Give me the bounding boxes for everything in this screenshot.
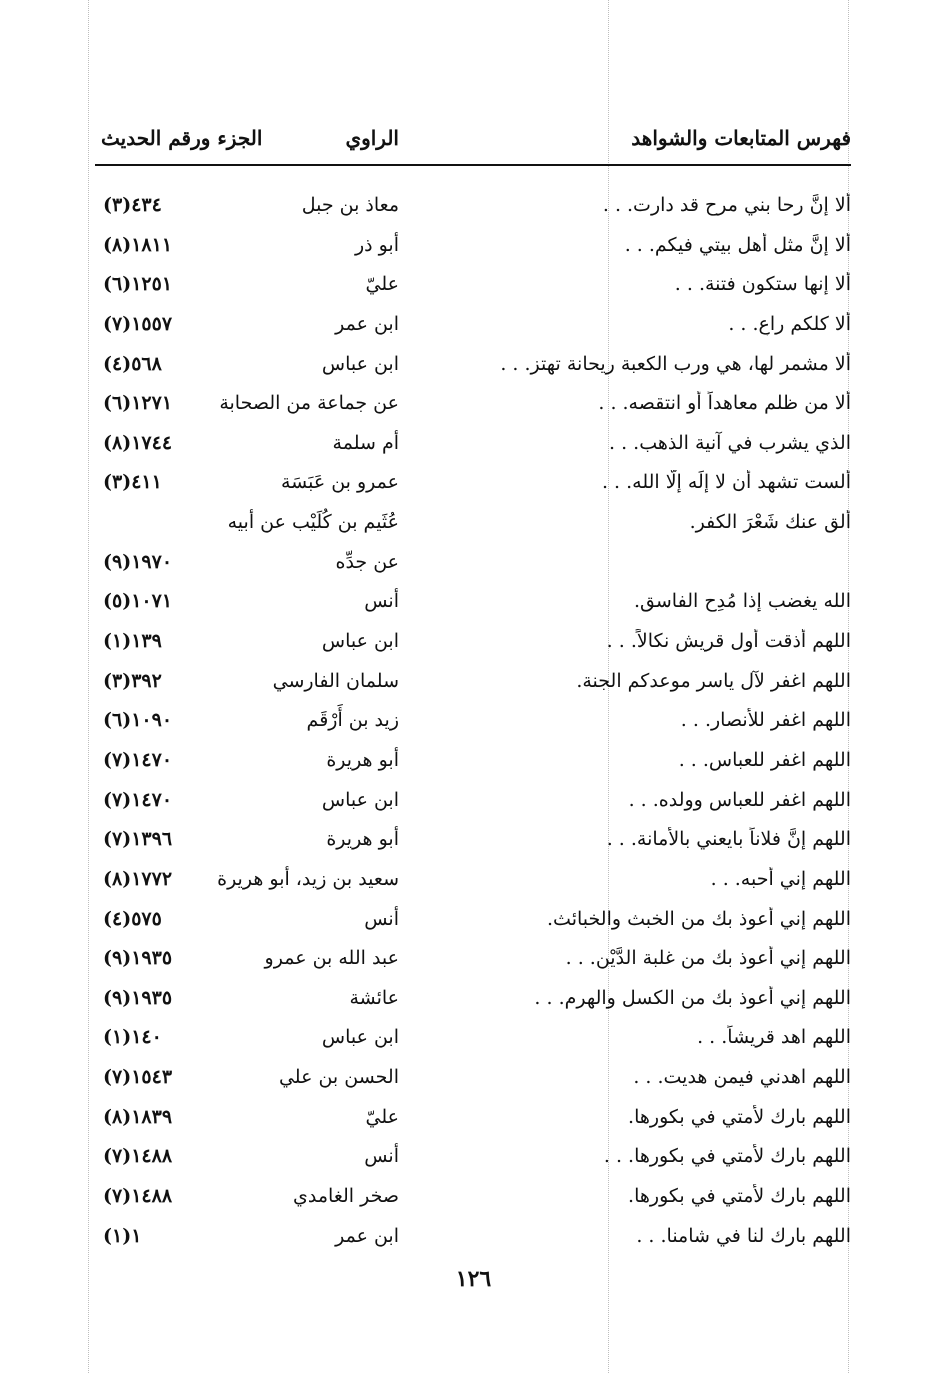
- volume-hadith-number: ١٤٨٨(٧): [103, 1145, 173, 1168]
- narrator-name: عليّ: [365, 1105, 399, 1128]
- narrator-name: أنس: [364, 907, 399, 930]
- index-row: [95, 464, 851, 504]
- volume-hadith-number: ١٢٧١(٦): [103, 392, 173, 415]
- narrator-name: أبو هريرة: [326, 748, 399, 771]
- index-row: [95, 1059, 851, 1099]
- volume-hadith-number: ١٣٩٦(٧): [103, 828, 173, 851]
- hadith-text: الذي يشرب في آنية الذهب. . .: [609, 431, 851, 454]
- hadith-text: اللهم إنَّ فلاناً بايعني بالأمانة. . .: [606, 828, 851, 851]
- index-row: [95, 187, 851, 227]
- volume-hadith-number: ١٩٧٠(٩): [103, 550, 173, 573]
- narrator-name: أنس: [364, 590, 399, 613]
- hadith-text: اللهم أذقت أول قريش نكالاً. . .: [606, 630, 851, 653]
- header-reference: الجزء ورقم الحديث: [101, 126, 263, 150]
- narrator-name: أبو هريرة: [326, 828, 399, 851]
- index-row: [95, 821, 851, 861]
- hadith-text: اللهم اغفر للعباس. . .: [678, 748, 851, 771]
- narrator-name: أبو ذر: [354, 233, 399, 256]
- hadith-text: ألست تشهد أن لا إلَه إلَّا الله. . .: [601, 471, 851, 494]
- volume-hadith-number: ١٢٥١(٦): [103, 273, 173, 296]
- volume-hadith-number: ١٨١١(٨): [103, 233, 173, 256]
- volume-hadith-number: ١٤٨٨(٧): [103, 1185, 173, 1208]
- volume-hadith-number: ١٠٧١(٥): [103, 590, 173, 613]
- hadith-text: اللهم إني أحبه. . .: [710, 867, 851, 890]
- volume-hadith-number: ١٧٤٤(٨): [103, 431, 173, 454]
- index-row: [95, 623, 851, 663]
- hadith-text: اللهم إني أعوذ بك من الخبث والخبائث.: [547, 907, 851, 930]
- narrator-name: ابن عمر: [335, 1224, 399, 1247]
- index-row: [95, 1218, 851, 1258]
- hadith-text: اللهم بارك لأمتي في بكورها.: [628, 1105, 851, 1128]
- narrator-name: عُثَيم بن كُلَيْب عن أبيه: [227, 511, 399, 534]
- index-row: [95, 980, 851, 1020]
- narrator-name: أنس: [364, 1145, 399, 1168]
- narrator-name: أم سلمة: [332, 431, 399, 454]
- hadith-text: اللهم اغفر لآل ياسر موعدكم الجنة.: [576, 669, 851, 692]
- index-row: [95, 742, 851, 782]
- hadith-text: ألق عنك شَعْرَ الكفر.: [689, 511, 851, 534]
- volume-hadith-number: ١٥٥٧(٧): [103, 312, 173, 335]
- narrator-name: سعيد بن زيد، أبو هريرة: [217, 867, 399, 890]
- volume-hadith-number: ١٣٩(١): [103, 630, 162, 653]
- narrator-name: الحسن بن علي: [278, 1066, 399, 1089]
- volume-hadith-number: ٤١١(٣): [103, 471, 162, 494]
- volume-hadith-number: ٣٩٢(٣): [103, 669, 162, 692]
- index-row: [95, 385, 851, 425]
- hadith-text: اللهم اغفر للعباس وولده. . .: [628, 788, 851, 811]
- index-row: [95, 346, 851, 386]
- volume-hadith-number: ١٩٣٥(٩): [103, 947, 173, 970]
- hadith-text: اللهم بارك لأمتي في بكورها.: [628, 1185, 851, 1208]
- hadith-text: اللهم بارك لنا في شامنا. . .: [636, 1224, 851, 1247]
- hadith-text: اللهم اهد قريشاً. . .: [697, 1026, 851, 1049]
- index-row: [95, 861, 851, 901]
- volume-hadith-number: ٥٧٥(٤): [103, 907, 162, 930]
- narrator-name: معاذ بن جبل: [301, 194, 399, 216]
- volume-hadith-number: ١(١): [103, 1224, 142, 1247]
- hadith-text: ألا من ظلم معاهداً أو انتقصه. . .: [598, 392, 851, 415]
- volume-hadith-number: ١٩٣٥(٩): [103, 986, 173, 1009]
- narrator-name: عبد الله بن عمرو: [264, 947, 399, 970]
- narrator-name: عائشة: [349, 986, 399, 1009]
- narrator-name: سلمان الفارسي: [272, 669, 399, 692]
- narrator-name: ابن عباس: [321, 788, 399, 811]
- hadith-text: الله يغضب إذا مُدِح الفاسق.: [634, 590, 851, 613]
- narrator-name: عن جدِّه: [335, 550, 399, 573]
- index-row: [95, 425, 851, 465]
- index-row: [95, 1099, 851, 1139]
- hadith-text: اللهم اغفر للأنصار. . .: [680, 709, 851, 732]
- narrator-name: ابن عمر: [335, 312, 399, 335]
- volume-hadith-number: ١٥٤٣(٧): [103, 1066, 173, 1089]
- narrator-name: ابن عباس: [321, 630, 399, 653]
- hadith-text: ألا إنها ستكون فتنة. . .: [674, 273, 851, 296]
- index-table: [95, 187, 851, 1257]
- narrator-name: صخر الغامدي: [293, 1185, 399, 1208]
- volume-hadith-number: ١٤٠(١): [103, 1026, 162, 1049]
- index-row: [95, 227, 851, 267]
- hadith-text: ألا مشمر لها، هي ورب الكعبة ريحانة تهتز. . .: [500, 352, 851, 375]
- index-row: [95, 940, 851, 980]
- index-row: [95, 504, 851, 544]
- volume-hadith-number: ٤٣٤(٣): [103, 194, 162, 216]
- volume-hadith-number: ٥٦٨(٤): [103, 352, 162, 375]
- hadith-text: ألا كلكم راعٍ. . .: [728, 312, 851, 335]
- index-row: [95, 583, 851, 623]
- page-number: ١٢٦: [455, 1266, 492, 1292]
- hadith-text: اللهم إني أعوذ بك من الكسل والهرم. . .: [534, 986, 851, 1009]
- volume-hadith-number: ١٤٧٠(٧): [103, 748, 173, 771]
- hadith-text: اللهم إني أعوذ بك من غلبة الدَّيْن. . .: [565, 947, 851, 970]
- hadith-text: ألا إنَّ رحا بني مرح قد دارت. . .: [602, 194, 851, 216]
- hadith-text: ألا إنَّ مثل أهل بيتي فيكم. . .: [624, 233, 851, 256]
- narrator-name: عن جماعة من الصحابة: [219, 392, 399, 415]
- index-row: [95, 544, 851, 584]
- volume-hadith-number: ١٤٧٠(٧): [103, 788, 173, 811]
- index-row: [95, 266, 851, 306]
- header-title: فهرس المتابعات والشواهد: [631, 126, 851, 150]
- volume-hadith-number: ١٧٧٢(٨): [103, 867, 173, 890]
- index-row: [95, 663, 851, 703]
- volume-hadith-number: ١٠٩٠(٦): [103, 709, 173, 732]
- narrator-name: زيد بن أَرْقَم: [306, 709, 399, 732]
- hadith-text: اللهم اهدني فيمن هديت. . .: [633, 1066, 851, 1089]
- narrator-name: ابن عباس: [321, 1026, 399, 1049]
- hadith-text: اللهم بارك لأمتي في بكورها. . .: [603, 1145, 851, 1168]
- index-row: [95, 782, 851, 822]
- index-row: [95, 702, 851, 742]
- narrator-name: ابن عباس: [321, 352, 399, 375]
- index-row: [95, 901, 851, 941]
- volume-hadith-number: ١٨٣٩(٨): [103, 1105, 173, 1128]
- narrator-name: عمرو بن عَبَسَة: [280, 471, 399, 494]
- narrator-name: عليّ: [365, 273, 399, 296]
- index-row: [95, 1178, 851, 1218]
- index-header: [95, 120, 851, 166]
- index-row: [95, 1138, 851, 1178]
- index-row: [95, 1019, 851, 1059]
- index-row: [95, 306, 851, 346]
- header-narrator: الراوي: [345, 126, 399, 150]
